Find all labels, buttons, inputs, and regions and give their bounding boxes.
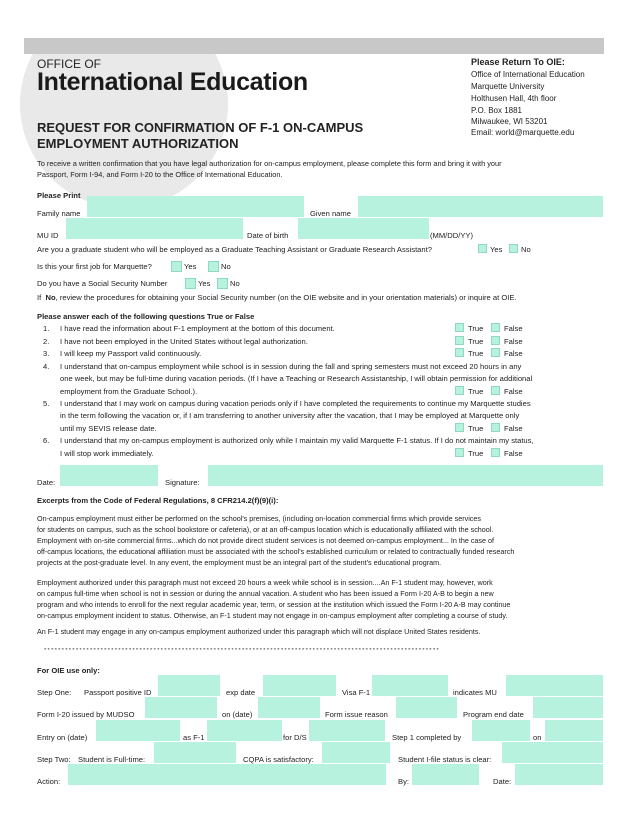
for-ds-label: for D/S xyxy=(283,733,307,742)
ssn-question: Do you have a Social Security Number xyxy=(37,279,168,288)
statement-number: 2. xyxy=(43,337,50,346)
s2-false-checkbox[interactable] xyxy=(491,336,500,345)
form-issue-reason-label: Form issue reason xyxy=(325,710,388,719)
step1-completed-label: Step 1 completed by xyxy=(392,733,462,742)
intro-line: To receive a written confirmation that you have legal authorization for on-campus employment, please complete this form and bring it with your xyxy=(37,159,502,168)
form-issue-reason-field[interactable] xyxy=(396,697,457,718)
ssn-no-label: No xyxy=(230,279,240,288)
return-address-line: Holthusen Hall, 4th floor xyxy=(471,94,557,103)
intro-line: Passport, Form I-94, and Form I-20 to the Office of International Education. xyxy=(37,170,283,179)
s6-true-checkbox[interactable] xyxy=(455,448,464,457)
form-title xyxy=(37,120,363,152)
mu-id-label: MU ID xyxy=(37,231,59,240)
statement-text: I will keep my Passport valid continuously. xyxy=(60,349,202,358)
cfr-line: projects at the post-graduate level. In any event, the employment must be an integral part of the student's educational program. xyxy=(37,558,442,567)
true-label: True xyxy=(468,349,484,358)
by-field[interactable] xyxy=(412,764,479,785)
cfr-line: on campus full-time when school is not in session or during the annual vacation. A student who has been issued a Form I-20 A-B to begin a new xyxy=(37,589,494,598)
cfr-paragraph-3: An F-1 student may engage in any on-campus employment authorized under this paragraph which will not displace United States residents. xyxy=(37,627,481,636)
form-title-line: REQUEST FOR CONFIRMATION OF F-1 ON-CAMPUS xyxy=(37,120,364,135)
signature-field[interactable] xyxy=(208,465,603,486)
true-label: True xyxy=(468,387,484,396)
first-job-yes-label: Yes xyxy=(184,262,197,271)
date-label: Date: xyxy=(37,478,56,487)
action-label: Action: xyxy=(37,777,61,786)
false-label: False xyxy=(504,349,523,358)
statement-text: I understand that my on-campus employment is authorized only while I maintain my valid Marquette F-1 status. If I do not maintain my status, xyxy=(60,436,534,445)
true-label: True xyxy=(468,337,484,346)
cfr-line: program and who intends to enroll for the next regular academic year, term, or session at the institution which issued the Form I-20 A-B may continue xyxy=(37,600,511,609)
i20-issued-field[interactable] xyxy=(145,697,217,718)
s3-true-checkbox[interactable] xyxy=(455,348,464,357)
cfr-line: off-campus locations, the educational affiliation must be associated with the school's established curriculum or related to contractually funded research xyxy=(37,547,515,556)
if-label: If xyxy=(37,293,42,302)
first-job-yes-checkbox[interactable] xyxy=(171,261,182,272)
first-job-no-checkbox[interactable] xyxy=(208,261,219,272)
return-address-line: P.O. Box 1881 xyxy=(471,106,522,115)
as-f1-field[interactable] xyxy=(207,720,282,741)
header-bar xyxy=(24,38,604,54)
signature-label: Signature: xyxy=(165,478,200,487)
cfr-line: on-campus employment incident to status. Otherwise, an F-1 student may not engage in on-campus employment after completing a course of study. xyxy=(37,611,508,620)
intro-text xyxy=(37,158,605,180)
mu-id-field[interactable] xyxy=(66,218,243,239)
s4-true-checkbox[interactable] xyxy=(455,386,464,395)
if-no-label: No xyxy=(45,293,56,302)
s5-true-checkbox[interactable] xyxy=(455,423,464,432)
full-time-label: Student is Full-time: xyxy=(78,755,146,764)
first-job-no-label: No xyxy=(221,262,231,271)
s1-false-checkbox[interactable] xyxy=(491,323,500,332)
statement-number: 3. xyxy=(43,349,50,358)
full-time-field[interactable] xyxy=(154,742,236,763)
statement-text: I understand that on-campus employment while school is in session during the fall and spring semesters must not exceed 20 hours in any xyxy=(60,362,522,371)
false-label: False xyxy=(504,337,523,346)
please-print-label: Please Print xyxy=(37,191,81,200)
statement-text: I will stop work immediately. xyxy=(60,449,154,458)
true-label: True xyxy=(468,424,484,433)
statement-number: 6. xyxy=(43,436,50,445)
by-label: By: xyxy=(398,777,409,786)
ssn-no-checkbox[interactable] xyxy=(217,278,228,289)
false-label: False xyxy=(504,424,523,433)
given-name-label: Given name xyxy=(310,209,351,218)
family-name-label: Family name xyxy=(37,209,81,218)
program-end-label: Program end date xyxy=(463,710,524,719)
ssn-yes-label: Yes xyxy=(198,279,211,288)
statement-number: 1. xyxy=(43,324,50,333)
cqpa-field[interactable] xyxy=(322,742,390,763)
separator: **************************************************************************************************************** xyxy=(44,648,440,654)
given-name-field[interactable] xyxy=(358,196,603,217)
statement-text: until my SEVIS release date. xyxy=(60,424,157,433)
dob-format: (MM/DD/YY) xyxy=(430,231,474,240)
on-label: on xyxy=(533,733,542,742)
as-f1-label: as F-1 xyxy=(183,733,205,742)
office-of-label: OFFICE OF xyxy=(37,57,101,71)
ga-question: Are you a graduate student who will be employed as a Graduate Teaching Assistant or Graduate Research Assistant? xyxy=(37,245,432,254)
family-name-field[interactable] xyxy=(87,196,304,217)
statement-text: one week, but may be full-time during vacation periods. (If I have a Teaching or Research Assistantship, I will obtain permission for additional xyxy=(60,374,533,383)
dob-label: Date of birth xyxy=(247,231,289,240)
first-job-question: Is this your first job for Marquette? xyxy=(37,262,152,271)
statement-number: 5. xyxy=(43,399,50,408)
passport-positive-field[interactable] xyxy=(158,675,220,696)
ga-yes-label: Yes xyxy=(490,245,503,254)
return-address-line: Milwaukee, WI 53201 xyxy=(471,117,548,126)
i20-issued-label: Form I-20 issued by MUDSO xyxy=(37,710,135,719)
page-title: International Education xyxy=(37,68,308,96)
ssn-yes-checkbox[interactable] xyxy=(185,278,196,289)
cfr-paragraph-1 xyxy=(37,513,603,568)
return-address-line: Office of International Education xyxy=(471,70,585,79)
cfr-line: for students on campus, such as the school bookstore or cafeteria), or at an off-campus location which is educationally affiliated with the school. xyxy=(37,525,494,534)
tf-heading: Please answer each of the following questions True or False xyxy=(37,312,255,321)
return-email: Email: world@marquette.edu xyxy=(471,128,575,137)
s6-false-checkbox[interactable] xyxy=(491,448,500,457)
s2-true-checkbox[interactable] xyxy=(455,336,464,345)
false-label: False xyxy=(504,324,523,333)
step-two-label: Step Two: xyxy=(37,755,71,764)
oie-heading: For OIE use only: xyxy=(37,666,100,675)
true-label: True xyxy=(468,324,484,333)
entry-on-field[interactable] xyxy=(96,720,180,741)
ssn-instructions-text: , review the procedures for obtaining your Social Security number (on the OIE website and in your orientation materials) or inquire at OIE. xyxy=(55,293,517,302)
on-date-field[interactable] xyxy=(258,697,320,718)
indicates-mu-field[interactable] xyxy=(506,675,603,696)
ifile-field[interactable] xyxy=(502,742,603,763)
oie-date-label: Date: xyxy=(493,777,512,786)
return-address-line: Marquette University xyxy=(471,82,545,91)
ga-no-label: No xyxy=(521,245,531,254)
statement-text: in the term following the vacation or, if I am transferring to another university after the vacation, that I may be employed at Marquette only xyxy=(60,411,520,420)
s5-false-checkbox[interactable] xyxy=(491,423,500,432)
cqpa-label: CQPA is satisfactory: xyxy=(243,755,314,764)
statement-text: I have not been employed in the United States without legal authorization. xyxy=(60,337,308,346)
on-field[interactable] xyxy=(545,720,603,741)
return-heading: Please Return To OIE: xyxy=(471,57,565,67)
dob-field[interactable] xyxy=(298,218,429,239)
statement-text: employment from the Graduate School.). xyxy=(60,387,198,396)
statement-number: 4. xyxy=(43,362,50,371)
indicates-mu-label: indicates MU xyxy=(453,688,497,697)
form-title-line: EMPLOYMENT AUTHORIZATION xyxy=(37,136,239,151)
ifile-label: Student I-file status is clear: xyxy=(398,755,492,764)
true-label: True xyxy=(468,449,484,458)
visa-label: Visa F-1 xyxy=(342,688,371,697)
step1-completed-field[interactable] xyxy=(472,720,530,741)
action-field[interactable] xyxy=(68,764,386,785)
oie-date-field[interactable] xyxy=(515,764,603,785)
cfr-paragraph-2 xyxy=(37,577,603,621)
cfr-heading: Excerpts from the Code of Federal Regulations, 8 CFR214.2(f)(9)(i): xyxy=(37,496,279,505)
program-end-field[interactable] xyxy=(533,697,603,718)
entry-on-label: Entry on (date) xyxy=(37,733,88,742)
cfr-line: Employment with on-site commercial firms...which do not provide direct student services is not deemed on-campus employment... In the case of xyxy=(37,536,495,545)
for-ds-field[interactable] xyxy=(309,720,385,741)
on-date-label: on (date) xyxy=(222,710,253,719)
statement-text: I have read the information about F-1 employment at the bottom of this document. xyxy=(60,324,335,333)
passport-positive-label: Passport positive ID xyxy=(84,688,152,697)
s1-true-checkbox[interactable] xyxy=(455,323,464,332)
false-label: False xyxy=(504,387,523,396)
ssn-instructions xyxy=(37,293,517,302)
false-label: False xyxy=(504,449,523,458)
exp-date-label: exp date xyxy=(226,688,256,697)
ga-no-checkbox[interactable] xyxy=(509,244,518,253)
s4-false-checkbox[interactable] xyxy=(491,386,500,395)
cfr-line: Employment authorized under this paragraph must not exceed 20 hours a week while school is in session....An F-1 student may, however, work xyxy=(37,578,493,587)
cfr-line: On-campus employment must either be performed on the school's premises, (including on-location commercial firms which provide services xyxy=(37,514,481,523)
ga-yes-checkbox[interactable] xyxy=(478,244,487,253)
statement-text: I understand that I may work on campus during vacation periods only if I have completed the requirements to continue my Marquette studies xyxy=(60,399,531,408)
date-field[interactable] xyxy=(60,465,158,486)
step-one-label: Step One: xyxy=(37,688,72,697)
s3-false-checkbox[interactable] xyxy=(491,348,500,357)
exp-date-field[interactable] xyxy=(263,675,336,696)
visa-field[interactable] xyxy=(372,675,448,696)
